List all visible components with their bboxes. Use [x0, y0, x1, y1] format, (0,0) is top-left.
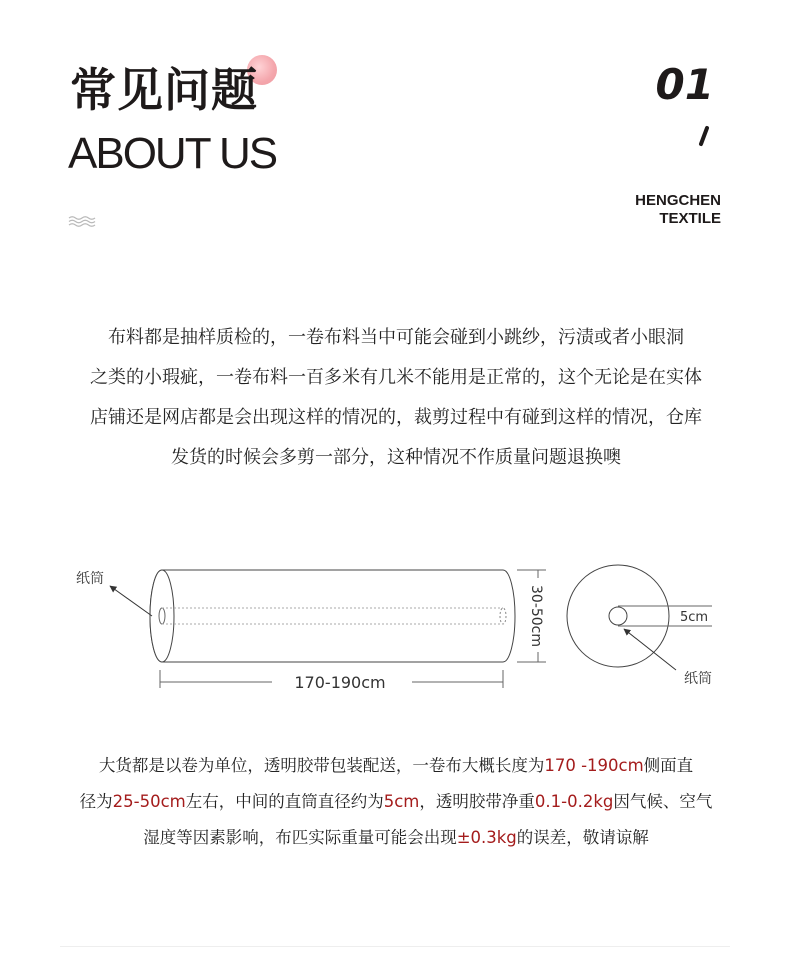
highlight-diameter: 25-50cm: [112, 792, 186, 811]
text-span: 因气候、空气: [613, 792, 713, 811]
paragraph-line: [60, 784, 732, 820]
tube-label-left: 纸筒: [76, 571, 104, 587]
quality-notice-paragraph: [60, 318, 732, 478]
text-span: 左右，中间的直筒直径约为: [185, 792, 384, 811]
section-title-cn: 常见问题: [70, 63, 258, 117]
brand-line-1: HENGCHEN: [635, 192, 721, 209]
packaging-info-paragraph: [60, 748, 732, 856]
text-span: 径为: [79, 792, 113, 811]
text-span: ，透明胶带净重: [419, 792, 535, 811]
highlight-weight: 0.1-0.2kg: [534, 792, 614, 811]
wave-divider-icon: [68, 215, 96, 227]
highlight-length: 170 -190cm: [544, 756, 644, 775]
section-number: 01: [655, 60, 714, 109]
text-span: 的误差，敬请谅解: [516, 828, 649, 847]
tube-label-right: 纸筒: [684, 671, 712, 687]
roll-side-view: [150, 570, 515, 662]
highlight-core: 5cm: [383, 792, 420, 811]
fabric-roll-diagram: [0, 540, 790, 710]
length-label: 170-190cm: [294, 673, 386, 692]
tube-pointer-arrow-left: [110, 586, 152, 616]
slash-mark-icon: [696, 125, 712, 147]
text-span: 侧面直: [643, 756, 694, 775]
core-diameter-label: 5cm: [680, 610, 709, 625]
text-span: 湿度等因素影响，布匹实际重量可能会出现: [143, 828, 457, 847]
paragraph-line: [60, 820, 732, 856]
paragraph-line: 布料都是抽样质检的，一卷布料当中可能会碰到小跳纱，污渍或者小眼洞: [108, 327, 684, 348]
bottom-divider: [60, 946, 730, 947]
paragraph-line: 发货的时候会多剪一部分，这种情况不作质量问题退换噢: [171, 447, 621, 468]
highlight-tolerance: ±0.3kg: [456, 828, 517, 847]
section-title-en: ABOUT US: [68, 129, 277, 178]
brand-line-2: TEXTILE: [659, 210, 721, 227]
paragraph-line: 店铺还是网店都是会出现这样的情况的，裁剪过程中有碰到这样的情况，仓库: [90, 407, 702, 428]
text-span: 大货都是以卷为单位，透明胶带包装配送，一卷布大概长度为: [98, 756, 545, 775]
brand-name: [635, 192, 721, 228]
paragraph-line: [60, 748, 732, 784]
paragraph-line: 之类的小瑕疵，一卷布料一百多米有几米不能用是正常的，这个无论是在实体: [90, 367, 702, 388]
diameter-label: 30-50cm: [528, 584, 544, 648]
